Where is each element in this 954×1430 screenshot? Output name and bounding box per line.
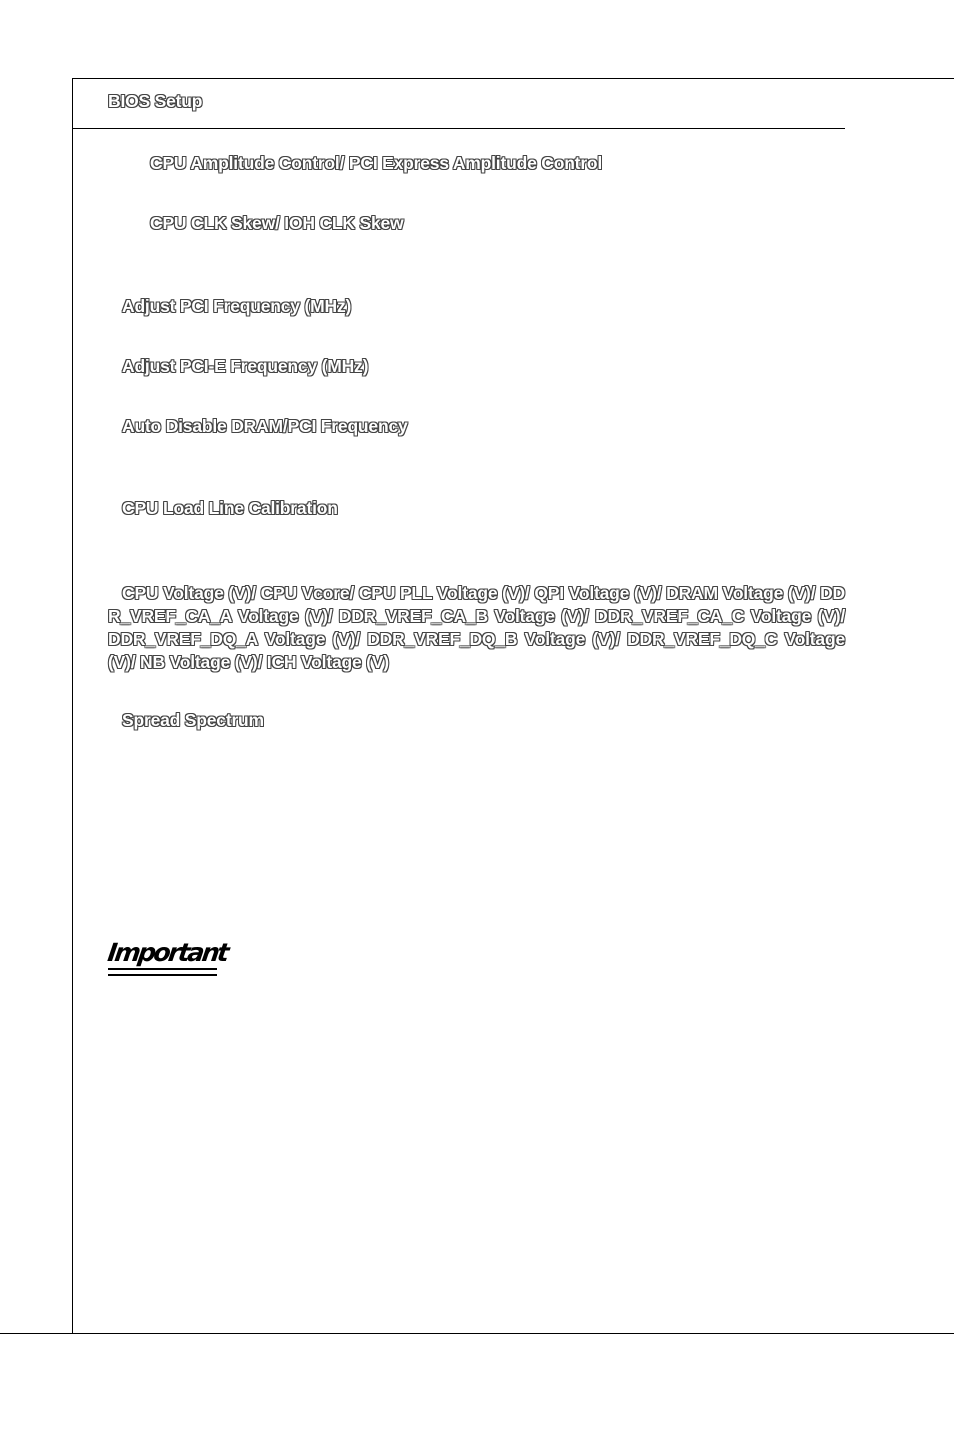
- setting-clk-skew: CPU CLK Skew/ IOH CLK Skew: [150, 213, 404, 233]
- setting-voltage-list: CPU Voltage (V)/ CPU Vcore/ CPU PLL Voltage (V)/ QPI Voltage (V)/ DRAM Voltage (V)/ DDR_VREF_CA_A Voltage (V)/ DDR_VREF_CA_B Voltage (V)/ DDR_VREF_CA_C Voltage (V)/ DDR_VREF_DQ_A Voltage (V)/ DDR_VREF_DQ_B Voltage (V)/ DDR_VREF_DQ_C Voltage (V)/ NB Voltage (V)/ ICH Voltage (V): [108, 583, 845, 672]
- setting-adjust-pci-frequency: Adjust PCI Frequency (MHz): [122, 296, 352, 316]
- setting-amplitude-control: CPU Amplitude Control/ PCI Express Amplitude Control: [150, 153, 603, 173]
- page-top-rule: [72, 78, 954, 79]
- page-header-title: BIOS Setup: [108, 91, 203, 111]
- important-label: Important: [105, 938, 229, 967]
- important-underline-bottom: [108, 974, 217, 976]
- page-frame-left-rule: [72, 78, 73, 1334]
- header-divider: [72, 128, 845, 129]
- important-notice-heading: [105, 938, 229, 980]
- setting-auto-disable-dram-pci: Auto Disable DRAM/PCI Frequency: [122, 416, 408, 436]
- setting-spread-spectrum: Spread Spectrum: [122, 710, 264, 730]
- page-bottom-rule: [0, 1333, 954, 1334]
- important-underline-top: [108, 968, 217, 970]
- setting-adjust-pcie-frequency: Adjust PCI-E Frequency (MHz): [122, 356, 369, 376]
- setting-cpu-load-line-calibration: CPU Load Line Calibration: [122, 498, 338, 518]
